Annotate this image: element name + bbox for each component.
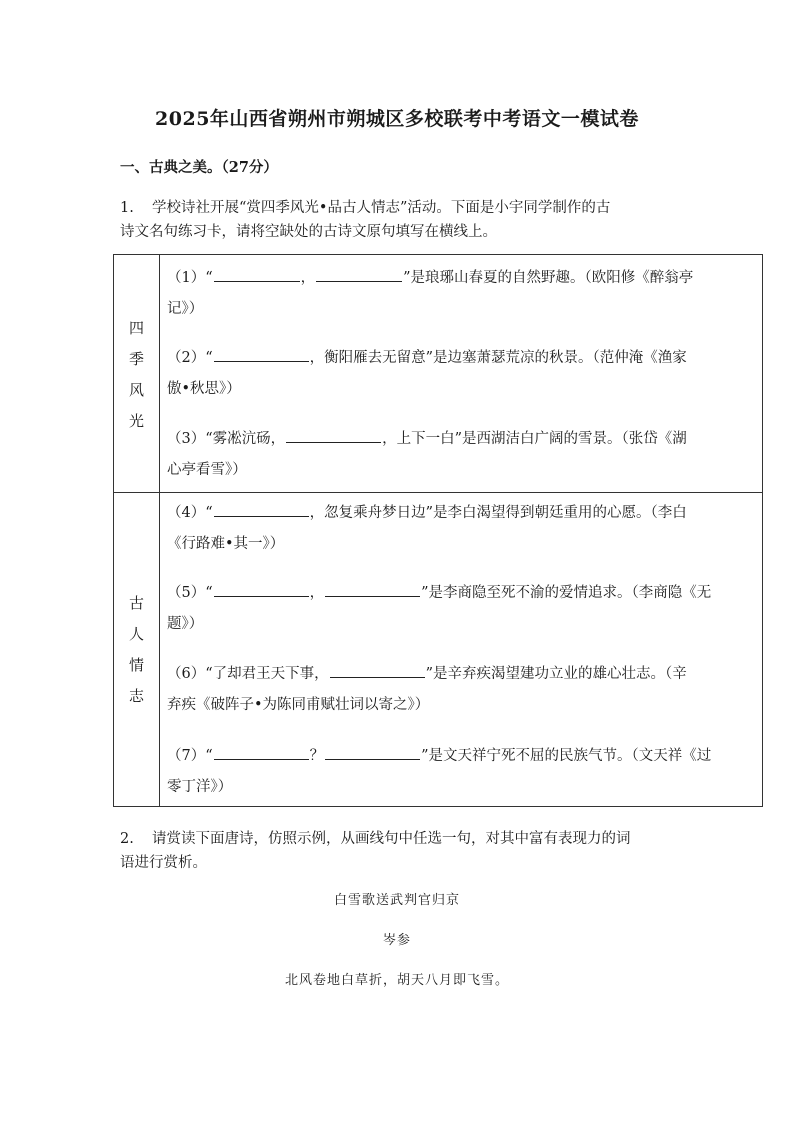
item-text: （1）“	[167, 270, 213, 286]
item-text: 记》）	[167, 301, 204, 317]
fill-in-item-7	[167, 741, 757, 803]
table-row-divider	[114, 492, 762, 493]
group-label-char: 人	[128, 625, 144, 643]
fill-in-item-3	[167, 424, 757, 486]
group-label-char: 志	[128, 687, 144, 705]
item-text: （4）“	[167, 505, 213, 521]
answer-blank[interactable]	[214, 745, 309, 760]
question-number: 2.	[120, 831, 134, 847]
question-text-line: 诗文名句练习卡，请将空缺处的古诗文原句填写在横线上。	[120, 224, 497, 240]
item-text: （2）“	[167, 350, 213, 366]
item-text: ”是李商隐至死不渝的爱情追求。（李商隐《无	[421, 585, 712, 601]
item-text: （7）“	[167, 748, 213, 764]
group-label-seasons	[114, 313, 159, 437]
poem-author: 岑参	[382, 933, 411, 948]
question-number: 1.	[120, 200, 134, 216]
item-text: 《行路难•其一》）	[167, 536, 285, 552]
item-text: 傲•秋思》）	[167, 381, 241, 397]
group-label-char: 情	[128, 656, 144, 674]
fill-in-item-1	[167, 263, 757, 325]
fill-in-item-4	[167, 498, 757, 560]
item-text: ，上下一白”是西湖洁白广阔的雪景。（张岱《湖	[382, 431, 687, 447]
item-text: 弃疾《破阵子•为陈同甫赋壮词以寄之》）	[167, 697, 430, 713]
item-text: 题》）	[167, 616, 204, 632]
answer-blank[interactable]	[214, 267, 300, 282]
question-1	[120, 196, 695, 244]
question-text-line: 请赏读下面唐诗，仿照示例，从画线句中任选一句，对其中富有表现力的词	[152, 831, 631, 847]
item-text: ，	[300, 270, 316, 286]
answer-blank[interactable]	[316, 267, 402, 282]
practice-card-table	[113, 254, 763, 807]
answer-blank[interactable]	[325, 745, 420, 760]
item-text: 零丁洋》）	[167, 779, 233, 795]
question-text-line: 语进行赏析。	[120, 855, 207, 871]
item-text: （5）“	[167, 585, 213, 601]
group-label-char: 古	[128, 594, 144, 612]
item-text: ”是文天祥宁死不屈的民族气节。（文天祥《过	[421, 748, 712, 764]
answer-blank[interactable]	[214, 502, 309, 517]
group-label-aspirations	[114, 588, 159, 712]
question-text-line: 学校诗社开展“赏四季风光•品古人情志”活动。下面是小宇同学制作的古	[152, 200, 611, 216]
answer-blank[interactable]	[286, 428, 381, 443]
item-text: ”是辛弃疾渴望建功立业的雄心壮志。（辛	[425, 666, 687, 682]
answer-blank[interactable]	[325, 582, 420, 597]
item-text: ，衡阳雁去无留意”是边塞萧瑟荒凉的秋景。（范仲淹《渔家	[309, 350, 687, 366]
item-text: ”是琅琊山春夏的自然野趣。（欧阳修《醉翁亭	[403, 270, 694, 286]
page-title: 2025年山西省朔州市朔城区多校联考中考语文一模试卷	[155, 108, 639, 130]
section-heading: 一、古典之美。（27分）	[120, 159, 278, 176]
item-text: （6）“了却君王天下事，	[167, 666, 329, 682]
item-text: （3）“雾凇沆砀，	[167, 431, 286, 447]
fill-in-item-5	[167, 578, 757, 640]
poem-line: 北风卷地白草折，胡天八月即飞雪。	[284, 973, 509, 988]
fill-in-item-2	[167, 343, 757, 405]
fill-in-item-6	[167, 659, 757, 721]
answer-blank[interactable]	[330, 663, 425, 678]
group-label-char: 光	[128, 412, 144, 430]
table-column-divider	[159, 255, 160, 806]
item-text: ？	[309, 748, 325, 764]
item-text: ，忽复乘舟梦日边”是李白渴望得到朝廷重用的心愿。（李白	[309, 505, 687, 521]
question-2	[120, 827, 695, 875]
group-label-char: 风	[128, 381, 144, 399]
item-text: ，	[309, 585, 325, 601]
group-label-char: 季	[128, 350, 144, 368]
poem-title: 白雪歌送武判官归京	[333, 893, 460, 908]
item-text: 心亭看雪》）	[167, 462, 247, 478]
answer-blank[interactable]	[214, 347, 309, 362]
group-label-char: 四	[128, 319, 144, 337]
answer-blank[interactable]	[214, 582, 309, 597]
